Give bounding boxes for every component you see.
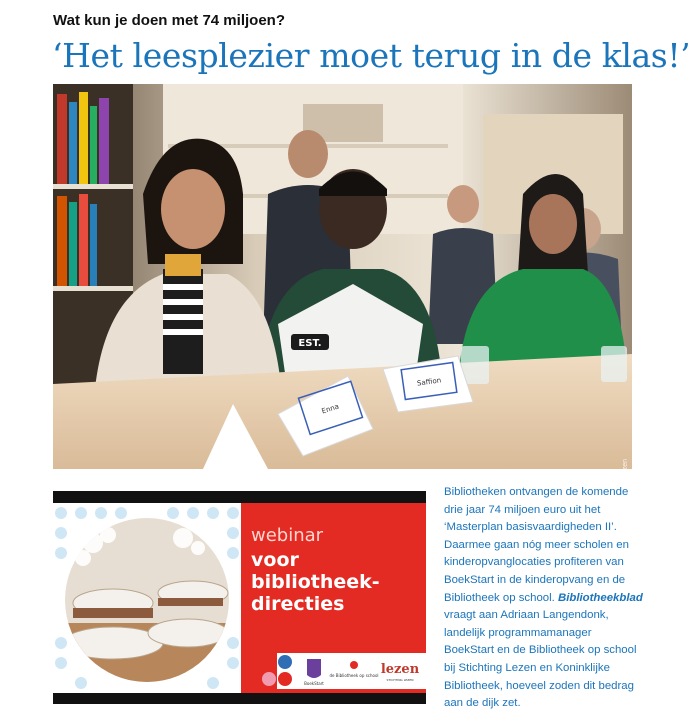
name-card-right: Saffion — [416, 376, 442, 388]
bibliotheek-op-school-logo — [329, 661, 378, 678]
pattern-icon — [262, 655, 292, 686]
library-photo-illustration — [53, 503, 241, 693]
svg-text:STICHTING LEZEN: STICHTING LEZEN — [386, 678, 414, 682]
intro-text-start: Bibliotheken ontvangen de komende drie jaar 74 miljoen euro uit het ‘Masterplan basisvaardigheden II’. Daarmee gaan nóg meer scholen en kinderopvanglocaties profiteren van BoekStart in de kinderopvang en de Bibliotheek op school. — [444, 486, 629, 604]
name-card-left: Enna — [320, 402, 340, 416]
photo-credit: Foto Stichting Lezen — [622, 459, 629, 523]
svg-text:BoekStart: BoekStart — [304, 681, 324, 686]
article-kicker: Wat kun je doen met 74 miljoen? — [53, 12, 285, 29]
advert-logo-strip — [277, 653, 426, 689]
advert-kicker: webinar — [251, 525, 324, 546]
bookstart-logo — [304, 659, 324, 686]
article-title: ‘Het leesplezier moet terug in de klas!’ — [52, 36, 690, 75]
hero-photo — [53, 84, 632, 523]
advert-photo — [53, 503, 241, 693]
svg-text:lezen: lezen — [380, 662, 420, 677]
jacket-badge-text: EST. — [298, 338, 322, 349]
svg-text:de Bibliotheek op school: de Bibliotheek op school — [329, 673, 379, 678]
magazine-name: Bibliotheekblad — [557, 591, 643, 604]
partner-logos — [277, 653, 426, 689]
advert-panel — [241, 503, 426, 693]
advert-title: voor bibliotheek- directies — [251, 549, 380, 615]
intro-text-end: vraagt aan Adriaan Langendonk, landelijk programmamanager BoekStart en de Bibliotheek op school bij Stichting Lezen en Koninklijke Bibliotheek, hoeveel zoden dit bedrag aan de dijk zet. — [444, 609, 637, 710]
stichting-lezen-logo — [381, 662, 420, 682]
hero-photo-illustration — [53, 84, 632, 469]
webinar-advert[interactable] — [53, 491, 426, 704]
article-intro — [444, 484, 644, 713]
